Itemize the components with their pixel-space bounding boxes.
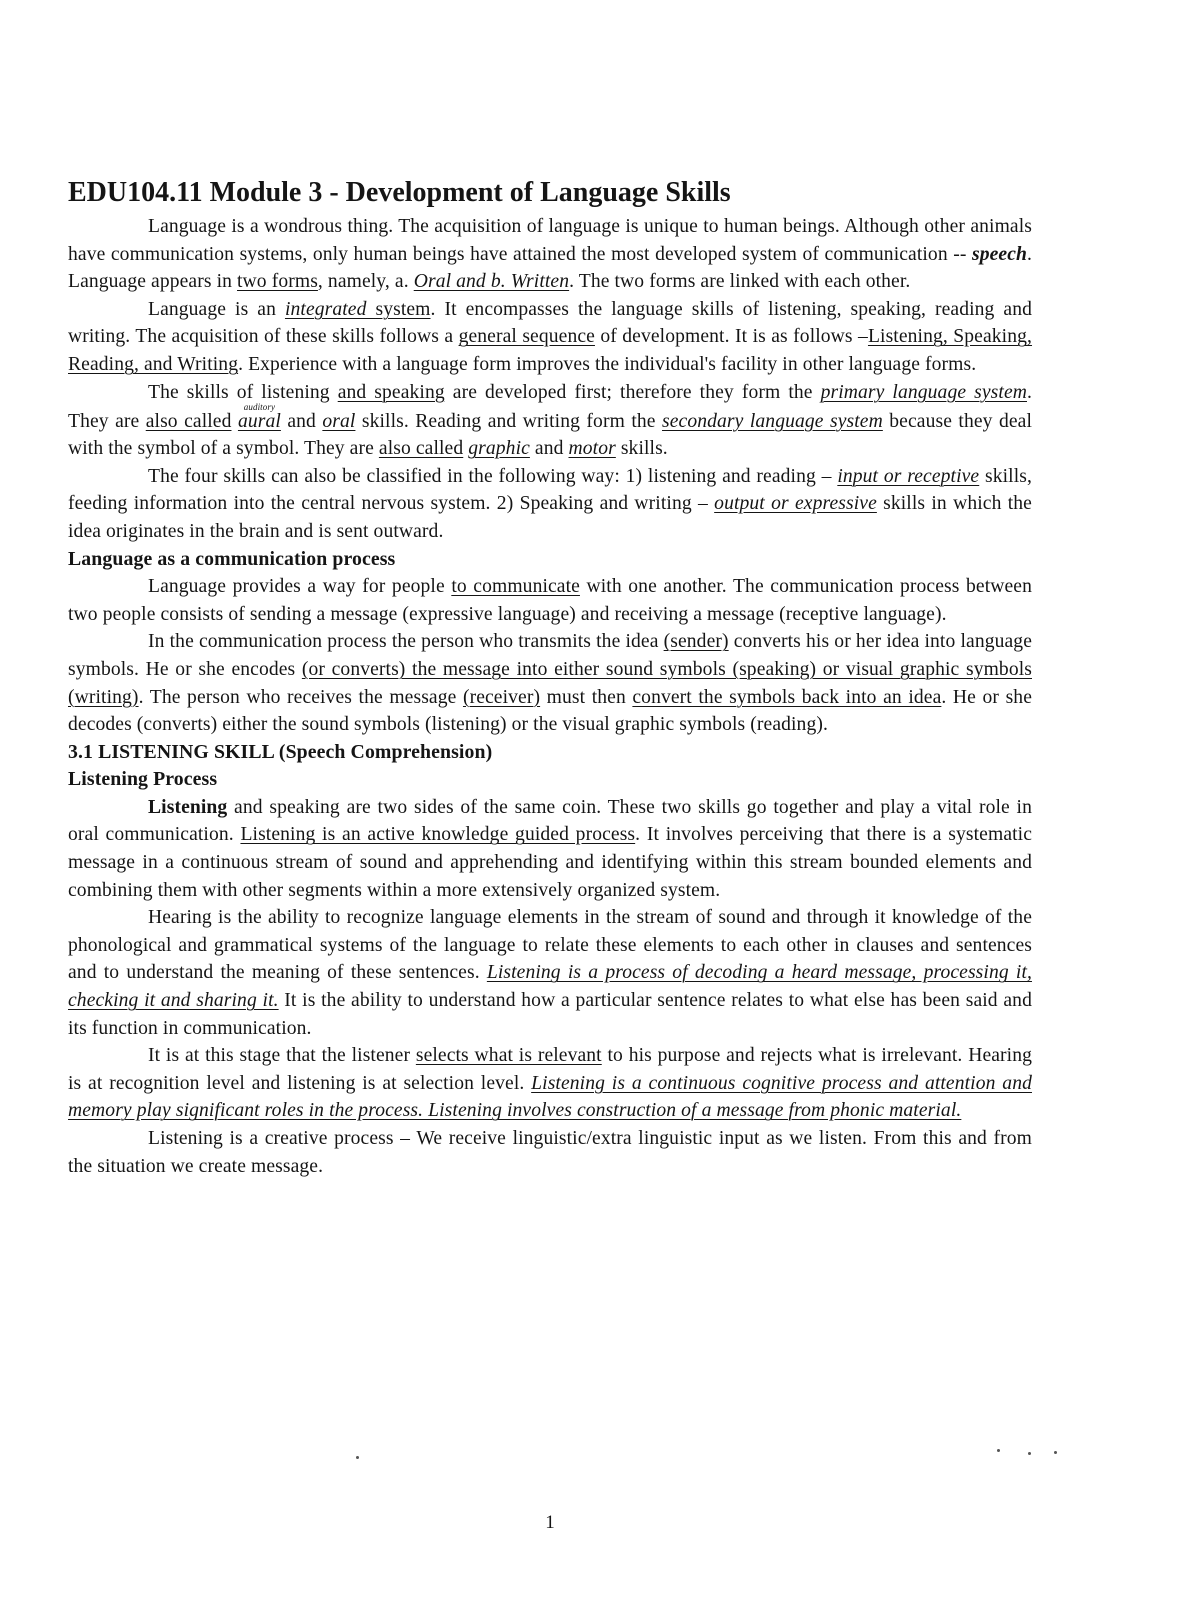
text: skills. <box>615 438 668 460</box>
scan-speck <box>1028 1452 1031 1455</box>
underline-system: system <box>375 298 431 320</box>
text: of development. It is as follows – <box>594 326 868 348</box>
paragraph-communication <box>68 573 1032 628</box>
text: Language provides a way for people <box>148 576 452 598</box>
paragraph-encode-decode <box>68 628 1032 738</box>
emphasis-secondary-language-system: secondary language system <box>662 410 883 432</box>
text: must then <box>540 686 633 708</box>
emphasis-oral-written: Oral and b. Written <box>413 271 570 293</box>
text: The four skills can also be classified in the following way: 1) listening and reading – <box>148 465 838 487</box>
page-number: 1 <box>545 1512 555 1533</box>
emphasis-primary-language-system: primary language system <box>820 381 1027 403</box>
text: It is the ability to understand how a particular sentence relates to what else has been said and its function in communication. <box>68 990 1032 1039</box>
text: The skills of listening <box>148 381 338 403</box>
emphasis-motor: motor <box>568 438 616 460</box>
page-title: EDU104.11 Module 3 - Development of Language Skills <box>68 177 731 208</box>
emphasis-cognitive-process: Listening is a continuous cognitive process and attention and memory play significant roles in the process. Listening involves construction of a message from phonic material. <box>68 1072 1032 1122</box>
text: and <box>280 410 323 432</box>
text: . Experience with a language form improves the individual's facility in other language forms. <box>238 353 977 375</box>
subsection-heading-listening-process: Listening Process <box>68 768 218 791</box>
scan-speck <box>356 1456 359 1459</box>
scan-speck <box>1054 1451 1057 1454</box>
emphasis-oral: oral <box>322 410 356 432</box>
document-page <box>68 175 1032 1180</box>
underline-active-process: Listening is an active knowledge guided process <box>240 824 636 846</box>
section-heading-listening-skill: 3.1 LISTENING SKILL (Speech Comprehension) <box>68 740 493 763</box>
text: It is at this stage that the listener <box>148 1045 416 1067</box>
text: . He or she decodes (converts) either the sound symbols (listening) or the visual graphic symbols (reading). <box>68 686 1032 736</box>
paragraph-intro <box>68 213 1032 296</box>
paragraph-primary-secondary <box>68 379 1032 463</box>
text: . Language appears in <box>68 243 1032 293</box>
emphasis-output-expressive: output or expressive <box>714 493 877 515</box>
text: skills in which the idea originates in the brain and is sent outward. <box>68 493 1032 542</box>
emphasis-listening-definition: Listening is a process of decoding a heard message, processing it, checking it and sharing it. <box>68 962 1032 1012</box>
paragraph-creative: Listening is a creative process – We receive linguistic/extra linguistic input as we listen. From this and from the situation we create message. <box>68 1128 1032 1177</box>
underline-skill-sequence: Listening, Speaking, Reading, and Writing <box>68 326 1033 375</box>
underline-encodes: (or converts) the message into either sound symbols (speaking) or visual graphic symbols (writing) <box>68 658 1032 708</box>
underline-also-called-2: also called <box>378 438 464 460</box>
text: . It encompasses the language skills of listening, speaking, reading and writing. The acquisition of these skills follows a <box>68 298 1032 348</box>
emphasis-speech: speech <box>971 243 1027 265</box>
text: are developed first; therefore they form the <box>444 381 821 403</box>
underline-also-called: also called <box>145 410 232 432</box>
underline-and-speaking: and speaking <box>337 381 445 403</box>
underline-selects-relevant: selects what is relevant <box>415 1045 602 1067</box>
underline-convert: convert the symbols back into an idea <box>632 686 942 708</box>
text: . The two forms are linked with each other. <box>569 271 911 293</box>
paragraph-integrated-system <box>68 296 1032 379</box>
text: Hearing is the ability to recognize language elements in the stream of sound and through it knowledge of the phonological and grammatical systems of the language to relate these elements to each other in clauses and sentences and to understand the meaning of these sentences. <box>68 907 1032 984</box>
text: . The person who receives the message <box>138 686 463 708</box>
emphasis-listening: Listening <box>148 796 228 818</box>
emphasis-input-receptive: input or receptive <box>837 465 980 487</box>
text: to his purpose and rejects what is irrelevant. Hearing is at recognition level and listening is at selection level. <box>68 1045 1032 1094</box>
text: because they deal with the symbol of a symbol. They are <box>68 410 1033 460</box>
handwritten-annotation: auditory <box>237 401 281 412</box>
text: . They are <box>68 381 1032 432</box>
text: converts his or her idea into language symbols. He or she encodes <box>68 631 1032 680</box>
underline-to-communicate: to communicate <box>451 576 580 598</box>
paragraph-listening <box>68 794 1032 904</box>
text: Language is an <box>148 298 285 320</box>
text: skills. Reading and writing form the <box>355 410 663 432</box>
emphasis-aural: aural <box>237 410 281 432</box>
underline-sender: (sender) <box>663 631 729 653</box>
text: , namely, a. <box>317 271 414 293</box>
text: with one another. The communication process between two people consists of sending a message (expressive language) and receiving a message (receptive language). <box>68 576 1032 625</box>
text: and <box>529 438 569 460</box>
paragraph-hearing <box>68 904 1032 1042</box>
paragraph-selection <box>68 1042 1032 1125</box>
text: and speaking are two sides of the same coin. These two skills go together and play a vital role in oral communication. <box>68 796 1032 846</box>
underline-general-sequence: general sequence <box>458 326 595 348</box>
text: In the communication process the person who transmits the idea <box>148 631 664 653</box>
text: skills, feeding information into the central nervous system. 2) Speaking and writing – <box>68 465 1032 515</box>
underline-two-forms: two forms <box>237 271 318 293</box>
emphasis-graphic: graphic <box>468 438 530 460</box>
scan-speck <box>997 1449 1000 1452</box>
emphasis-integrated: integrated <box>284 298 367 320</box>
paragraph-four-skills <box>68 463 1032 546</box>
section-heading-communication: Language as a communication process <box>68 547 396 570</box>
underline-receiver: (receiver) <box>462 686 541 708</box>
text: Language is a wondrous thing. The acquisition of language is unique to human beings. Although other animals have communication systems, only human beings have attained the most developed system of communication -- <box>68 216 1032 265</box>
text: . It involves perceiving that there is a systematic message in a continuous stream of sound and apprehending and identifying within this stream bounded elements and combining them with other segments within a more extensively organized system. <box>68 824 1032 901</box>
